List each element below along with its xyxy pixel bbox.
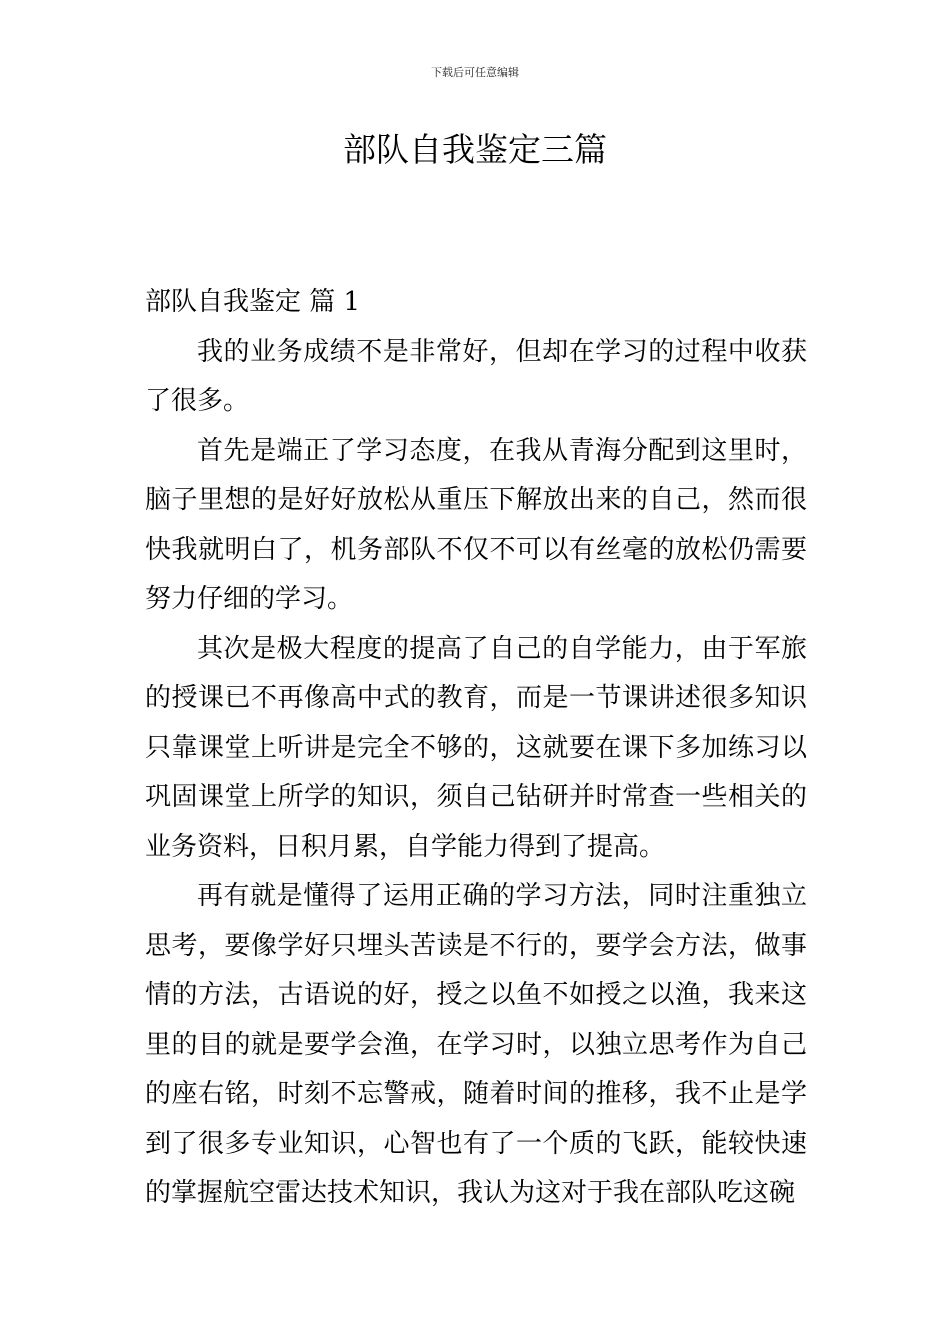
section-heading: 部队自我鉴定 篇 1 (145, 287, 361, 317)
document-body (145, 278, 807, 1219)
header-note: 下载后可任意编辑 (431, 66, 519, 79)
paragraph: 首先是端正了学习态度，在我从青海分配到这里时，脑子里想的是好好放松从重压下解放出来的自己，然而很快我就明白了，机务部队不仅不可以有丝毫的放松仍需要努力仔细的学习。 (145, 435, 807, 614)
paragraph: 我的业务成绩不是非常好，但却在学习的过程中收获了很多。 (145, 336, 807, 416)
document-title: 部队自我鉴定三篇 (343, 130, 607, 169)
paragraph: 再有就是懂得了运用正确的学习方法，同时注重独立思考，要像学好只埋头苦读是不行的，要学会方法，做事情的方法，古语说的好，授之以鱼不如授之以渔，我来这里的目的就是要学会渔，在学习时，以独立思考作为自己的座右铭，时刻不忘警戒，随着时间的推移，我不止是学到了很多专业知识，心智也有了一个质的飞跃，能较快速的掌握航空雷达技术知识，我认为这对于我在部队吃这碗 (145, 881, 807, 1208)
paragraph: 其次是极大程度的提高了自己的自学能力，由于军旅的授课已不再像高中式的教育，而是一节课讲述很多知识只靠课堂上听讲是完全不够的，这就要在课下多加练习以巩固课堂上所学的知识，须自己钻研并时常查一些相关的业务资料，日积月累，自学能力得到了提高。 (145, 633, 807, 862)
